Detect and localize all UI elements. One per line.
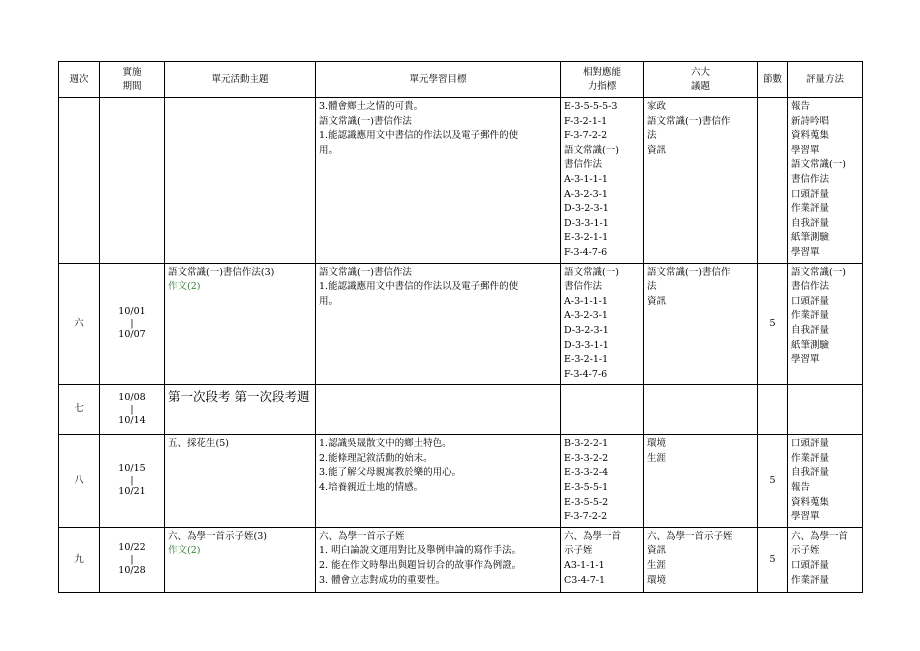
period-end: 10/14 [118,414,146,426]
assessment-line: 口頭評量 [791,438,830,450]
indicator-line: D-3-2-3-1 [564,324,609,336]
assessment-line: 自我評量 [791,217,830,229]
sessions-cell [758,98,788,264]
theme-cell [165,385,316,435]
issue-line: 六、為學一首示子姪 [647,530,733,542]
period-end: 10/07 [118,328,146,340]
assessment-line: 學習單 [791,246,820,258]
goal-line: 1.能認識應用文中書信的作法以及電子郵件的使 [319,130,519,142]
header-period-text: 實施期間 [122,66,142,92]
issue-line: 法 [647,281,657,293]
header-issue-text: 六大議題 [690,66,710,92]
theme-cell [165,263,316,385]
issue-cell [644,435,758,528]
goal-cell [316,385,561,435]
assessment-cell [788,527,863,592]
goal-line: 用。 [319,144,339,156]
header-theme: 單元活動主題 [165,62,316,98]
assessment-line: 報告 [791,101,811,112]
issue-cell [644,263,758,385]
goal-cell [316,263,561,385]
assessment-cell [788,385,863,435]
assessment-line: 紙筆測驗 [791,339,830,351]
assessment-cell [788,435,863,528]
theme-line: 六、為學一首示子姪(3) [168,530,267,542]
assessment-line: 語文常識(一) [791,266,846,278]
week-cell: 六 [59,263,100,385]
assessment-line: 自我評量 [791,324,830,336]
indicator-line: 六、為學一首 [564,530,622,542]
assessment-line: 口頭評量 [791,560,830,572]
period-cell [100,435,165,528]
indicator-line: 書信作法 [564,281,603,293]
week-cell: 七 [59,385,100,435]
goal-line: 語文常識(一)書信作法 [319,115,412,127]
indicator-cell [561,98,644,264]
issue-cell [644,98,758,264]
goal-line: 用。 [319,295,339,307]
indicator-line: 書信作法 [564,159,603,171]
assessment-line: 口頭評量 [791,295,830,307]
indicator-line: A-3-1-1-1 [564,173,608,185]
indicator-line: 語文常識(一) [564,144,619,156]
assessment-line: 紙筆測驗 [791,232,830,244]
goal-line: 六、為學一首示子姪 [319,530,405,542]
indicator-line: F-3-4-7-6 [564,246,608,258]
assessment-line: 學習單 [791,511,820,523]
theme-cell [165,435,316,528]
goal-line: 語文常識(一)書信作法 [319,266,412,278]
assessment-line: 示子姪 [791,545,820,557]
week-cell: 八 [59,435,100,528]
period-end: 10/28 [118,564,146,576]
issue-line: 生涯 [647,560,667,572]
indicator-line: A-3-1-1-1 [564,295,608,307]
assessment-line: 資料蒐集 [791,130,830,142]
period-cell [100,263,165,385]
period-end: 10/21 [118,486,146,498]
goal-cell [316,98,561,264]
goal-cell [316,527,561,592]
indicator-line: F-3-4-7-6 [564,368,608,380]
indicator-line: D-3-3-1-1 [564,339,609,351]
assessment-line: 書信作法 [791,173,830,185]
goal-line: 1.認識吳晟散文中的鄉土特色。 [319,438,452,450]
table-row [59,385,863,435]
header-issue [644,62,758,98]
issue-line: 語文常識(一)書信作 [647,266,731,278]
indicator-cell [561,263,644,385]
theme-line: 語文常識(一)書信作法(3) [168,266,275,278]
indicator-line: A-3-2-3-1 [564,188,608,200]
week-cell: 九 [59,527,100,592]
curriculum-table [58,61,863,593]
assessment-line: 語文常識(一) [791,159,846,171]
period-start: 10/01 [118,306,146,318]
assessment-line: 六、為學一首 [791,530,849,542]
indicator-cell [561,385,644,435]
sessions-cell [758,385,788,435]
period-separator: | [130,475,134,487]
indicator-line: E-3-2-1-1 [564,354,609,366]
header-row [59,62,863,98]
issue-line: 環境 [647,438,667,450]
indicator-line: E-3-2-1-1 [564,232,609,244]
assessment-line: 作業評量 [791,452,830,464]
week-cell [59,98,100,264]
issue-line: 家政 [647,101,667,112]
indicator-line: E-3-5-5-5-3 [564,101,618,112]
theme-line: 作文(2) [168,545,201,557]
theme-line: 五、採花生(5) [168,438,229,450]
indicator-line: D-3-2-3-1 [564,203,609,215]
table-row [59,263,863,385]
indicator-line: 語文常識(一) [564,266,619,278]
sessions-cell: 5 [758,263,788,385]
indicator-line: E-3-3-2-4 [564,467,609,479]
assessment-line: 書信作法 [791,281,830,293]
assessment-line: 報告 [791,482,811,494]
indicator-line: D-3-3-1-1 [564,217,609,229]
table-row [59,435,863,528]
header-goal: 單元學習目標 [316,62,561,98]
goal-cell [316,435,561,528]
indicator-line: F-3-7-2-2 [564,130,608,142]
issue-line: 資訊 [647,545,667,557]
theme-cell [165,98,316,264]
period-separator: | [130,317,134,329]
issue-line: 語文常識(一)書信作 [647,115,731,127]
sessions-cell: 5 [758,435,788,528]
goal-line: 2. 能在作文時舉出與題旨切合的故事作為例證。 [319,560,522,572]
goal-line: 1. 明白論說文運用對比及舉例申論的寫作手法。 [319,545,522,557]
issue-cell [644,385,758,435]
assessment-cell [788,263,863,385]
indicator-line: 示子姪 [564,545,593,557]
goal-line: 3. 體會立志對成功的重要性。 [319,574,446,586]
header-period [100,62,165,98]
period-start: 10/08 [118,392,146,404]
goal-line: 3.能了解父母親寓教於樂的用心。 [319,467,462,479]
assessment-line: 資料蒐集 [791,496,830,508]
indicator-line: A-3-2-3-1 [564,310,608,322]
period-separator: | [130,553,134,565]
assessment-line: 口頭評量 [791,188,830,200]
indicator-cell [561,435,644,528]
period-start: 10/22 [118,542,146,554]
curriculum-sheet [58,61,862,593]
assessment-line: 作業評量 [791,203,830,215]
issue-line: 生涯 [647,452,667,464]
issue-line: 資訊 [647,295,667,307]
indicator-cell [561,527,644,592]
table-row [59,527,863,592]
issue-line: 資訊 [647,144,667,156]
issue-line: 法 [647,130,657,142]
period-cell [100,98,165,264]
goal-line: 1.能認識應用文中書信的作法以及電子郵件的使 [319,281,519,293]
header-week: 週次 [59,62,100,98]
sessions-cell: 5 [758,527,788,592]
period-start: 10/15 [118,463,146,475]
assessment-line: 學習單 [791,144,820,156]
indicator-line: E-3-5-5-2 [564,496,609,508]
header-indicator-text: 相對應能力指標 [582,66,621,92]
header-assessment: 評量方法 [788,62,863,98]
theme-line: 作文(2) [168,281,201,293]
indicator-line: C3-4-7-1 [564,574,606,586]
indicator-line: A3-1-1-1 [564,560,605,572]
period-cell [100,385,165,435]
issue-cell [644,527,758,592]
indicator-line: E-3-3-2-2 [564,452,609,464]
header-indicator [561,62,644,98]
assessment-line: 作業評量 [791,574,830,586]
assessment-line: 自我評量 [791,467,830,479]
goal-line: 2.能條理記敘活動的始末。 [319,452,433,464]
period-separator: | [130,403,134,415]
period-cell [100,527,165,592]
table-row [59,98,863,264]
goal-line: 3.體會鄉土之情的可貴。 [319,101,424,112]
indicator-line: B-3-2-2-1 [564,438,609,450]
indicator-line: F-3-7-2-2 [564,511,608,523]
issue-line: 環境 [647,574,667,586]
indicator-line: E-3-5-5-1 [564,482,609,494]
assessment-line: 新詩吟唱 [791,115,830,127]
exam-week-title: 第一次段考 第一次段考週 [168,389,310,405]
assessment-cell [788,98,863,264]
assessment-line: 學習單 [791,354,820,366]
indicator-line: F-3-2-1-1 [564,115,608,127]
goal-line: 4.培養親近土地的情感。 [319,482,424,494]
header-sessions: 節數 [758,62,788,98]
theme-cell [165,527,316,592]
assessment-line: 作業評量 [791,310,830,322]
